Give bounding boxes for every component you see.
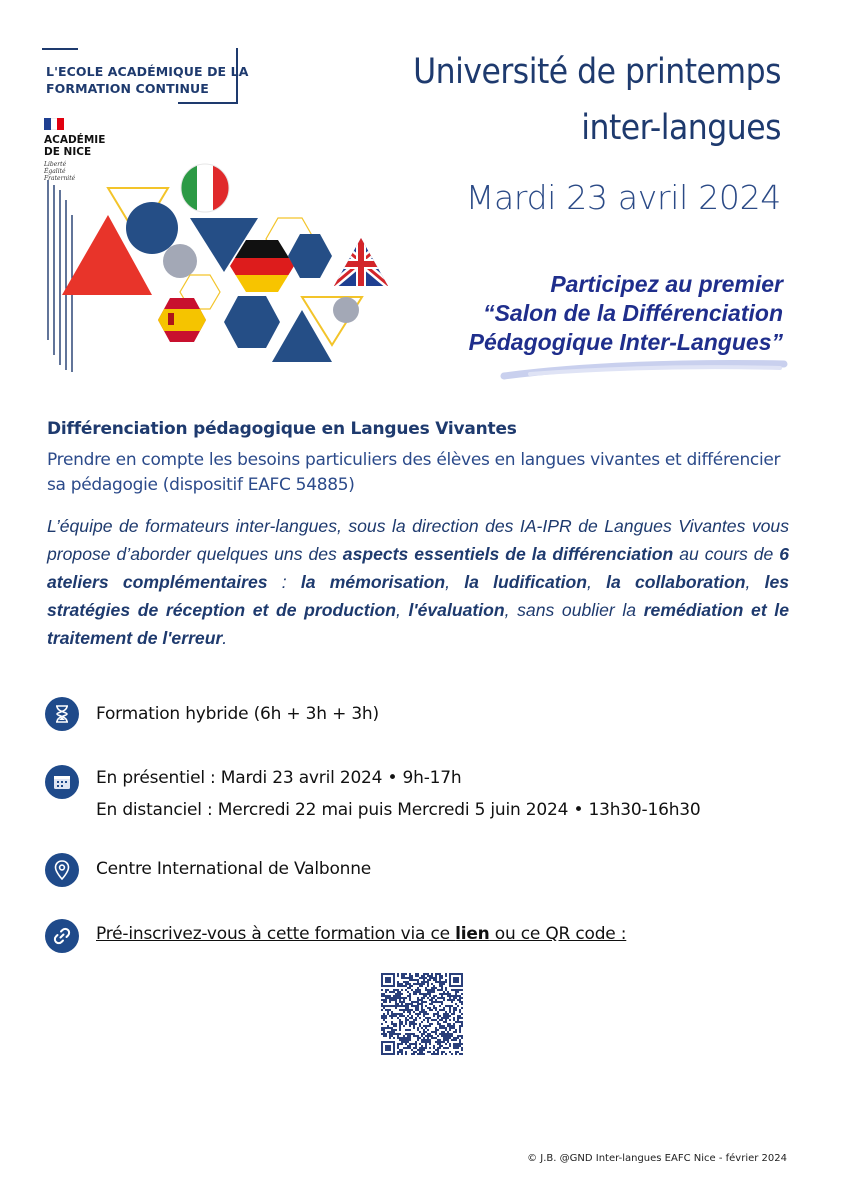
salon-line-2: “Salon de la Différenciation [483, 300, 783, 326]
brush-underline [500, 356, 790, 380]
format-info: Formation hybride (6h + 3h + 3h) [96, 704, 379, 724]
event-date: Mardi 23 avril 2024 [465, 178, 781, 217]
eafc-logo [38, 48, 249, 104]
geometric-flags-illustration [40, 160, 400, 380]
motto-fraternite: Fraternité [44, 175, 76, 182]
footer-credit: © J.B. @GND Inter-langues EAFC Nice - février 2024 [527, 1153, 787, 1164]
uk-flag-icon [330, 236, 392, 288]
title-line-2: inter-langues [581, 108, 781, 148]
academie-line-2: DE NICE [44, 146, 92, 158]
description-paragraph: L’équipe de formateurs inter-langues, sous la direction des IA-IPR de Langues Vivantes vous propose d’aborder quelques uns des aspects essentiels de la différenciation au cours de 6 ateliers complémentaires : la mémorisation, la ludification, la collaboration, les stratégies de réception et de production, l'évaluation, sans oublier la remédiation et le traitement de l'erreur. [47, 516, 790, 648]
registration-qr-code[interactable] [381, 973, 463, 1055]
section-title: Différenciation pédagogique en Langues Vivantes [47, 419, 517, 439]
grey-circle [163, 244, 197, 278]
academie-line-1: ACADÉMIE [44, 134, 106, 146]
eafc-line-2: FORMATION CONTINUE [46, 81, 209, 96]
navy-circle [126, 202, 178, 254]
logo-rule [178, 102, 238, 104]
navy-triangle-up [272, 310, 332, 362]
registration-link[interactable]: lien [455, 924, 490, 944]
calendar-icon [45, 765, 79, 799]
section-subtitle: Prendre en compte les besoins particuliers des élèves en langues vivantes et différencier sa pédagogie (dispositif EAFC 54885) [47, 450, 781, 495]
salon-line-3: Pédagogique Inter-Langues” [468, 329, 783, 355]
logo-rule [42, 48, 78, 50]
distanciel-info: En distanciel : Mercredi 22 mai puis Mercredi 5 juin 2024 • 13h30-16h30 [96, 800, 701, 820]
hourglass-icon [45, 697, 79, 731]
presentiel-info: En présentiel : Mardi 23 avril 2024 • 9h-17h [96, 768, 462, 788]
location-info: Centre International de Valbonne [96, 859, 372, 879]
location-pin-icon [45, 853, 79, 887]
eafc-line-1: L'ECOLE ACADÉMIQUE DE LA [46, 64, 249, 79]
french-flag-icon [44, 118, 64, 130]
registration-info: Pré-inscrivez-vous à cette formation via ce lien ou ce QR code : [96, 924, 627, 944]
spain-flag-icon [155, 296, 210, 344]
salon-line-1: Participez au premier [550, 271, 783, 297]
link-icon [45, 919, 79, 953]
motto-liberte: Liberté [44, 161, 67, 168]
title-line-1: Université de printemps [413, 52, 781, 92]
motto-egalite: Égalité [44, 168, 66, 175]
